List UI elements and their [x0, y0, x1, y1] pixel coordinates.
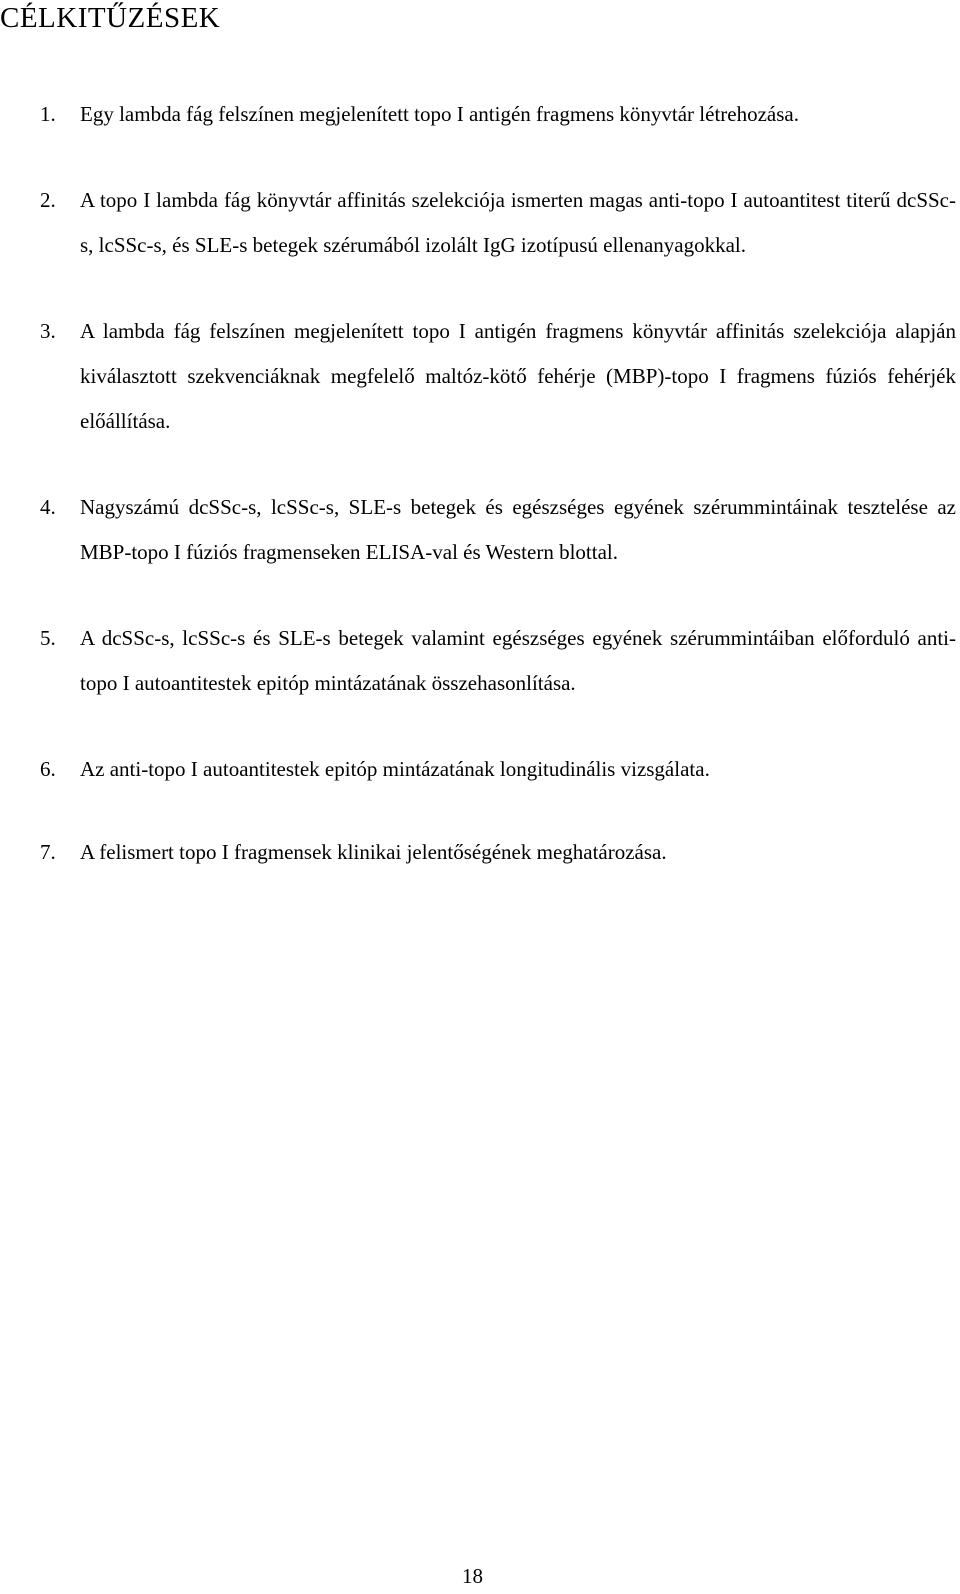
objective-text: Az anti-topo I autoantitestek epitóp mintázatának longitudinális vizsgálata. — [80, 757, 710, 781]
objective-text: A topo I lambda fág könyvtár affinitás szelekciója ismerten magas anti-topo I autoantitest titerű dcSSc-s, lcSSc-s, és SLE-s betegek szérumából izolált IgG izotípusú ellenanyagokkal. — [80, 188, 956, 257]
page-title: CÉLKITŰZÉSEK — [0, 2, 221, 34]
objective-text: A dcSSc-s, lcSSc-s és SLE-s betegek valamint egészséges egyének szérummintáiban előforduló anti-topo I autoantitestek epitóp mintázatának összehasonlítása. — [80, 626, 956, 695]
objective-number: 6. — [40, 757, 56, 781]
objective-text: Egy lambda fág felszínen megjelenített topo I antigén fragmens könyvtár létrehozása. — [80, 102, 799, 126]
objective-item-3 — [0, 309, 960, 444]
page-number: 18 — [462, 1564, 483, 1588]
objective-number: 5. — [40, 626, 56, 650]
objective-number: 3. — [40, 319, 56, 343]
objectives-list — [0, 92, 960, 916]
objective-number: 7. — [40, 840, 56, 864]
objective-text: Nagyszámú dcSSc-s, lcSSc-s, SLE-s betegek és egészséges egyének szérummintáinak tesztelése az MBP-topo I fúziós fragmenseken ELISA-val és Western blottal. — [80, 495, 956, 564]
objective-number: 4. — [40, 495, 56, 519]
objective-item-1 — [0, 92, 960, 137]
objective-number: 2. — [40, 188, 56, 212]
objective-text: A felismert topo I fragmensek klinikai jelentőségének meghatározása. — [80, 840, 667, 864]
objective-number: 1. — [40, 102, 56, 126]
objective-item-4 — [0, 485, 960, 575]
objective-item-2 — [0, 178, 960, 268]
objective-item-7 — [0, 830, 960, 875]
objective-text: A lambda fág felszínen megjelenített topo I antigén fragmens könyvtár affinitás szelekciója alapján kiválasztott szekvenciáknak megfelelő maltóz-kötő fehérje (MBP)-topo I fragmens fúziós fehérjék előállítása. — [80, 319, 956, 433]
objective-item-5 — [0, 616, 960, 706]
objective-item-6 — [0, 747, 960, 792]
